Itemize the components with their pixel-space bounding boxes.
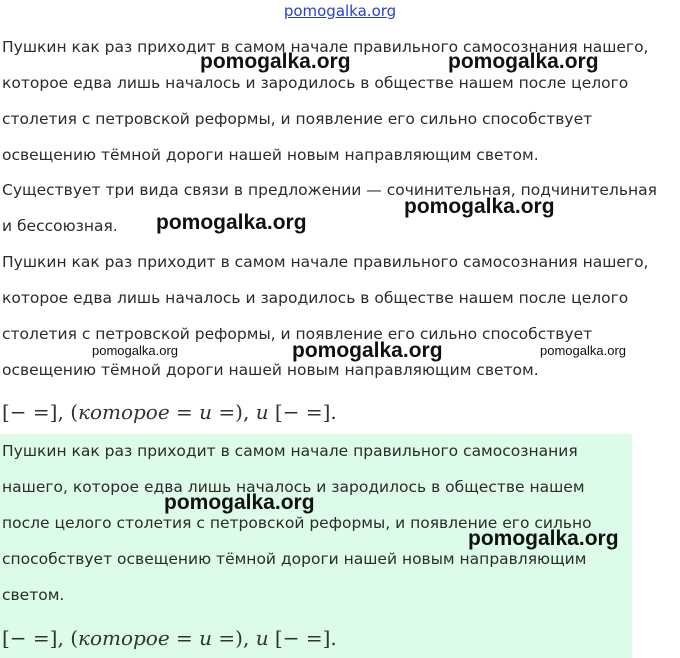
scheme-word: которое: [78, 400, 170, 424]
watermark: pomogalka.org: [292, 339, 443, 362]
paragraph-line: светом.: [2, 586, 65, 604]
paragraph-line: Существует три вида связи в предложении — сочинительная, подчинительная: [2, 181, 657, 199]
scheme-part: [− =], (: [2, 626, 78, 650]
scheme-part: [− =].: [268, 626, 337, 650]
paragraph-2: [2, 172, 678, 244]
scheme-part: =),: [212, 626, 256, 650]
scheme-part: =: [169, 400, 200, 424]
paragraph-line: Пушкин как раз приходит в самом начале правильного самосознания нашего,: [2, 253, 649, 271]
scheme-conj: и: [255, 626, 269, 650]
scheme-word: которое: [78, 626, 170, 650]
paragraph-line: столетия с петровской реформы, и появление его сильно способствует: [2, 325, 593, 343]
paragraph-line: Пушкин как раз приходит в самом начале правильного самосознания: [2, 442, 578, 460]
site-link[interactable]: pomogalka.org: [283, 2, 397, 20]
paragraph-line: способствует освещению тёмной дороги нашей новым направляющим: [2, 550, 587, 568]
paragraph-line: освещению тёмной дороги нашей новым направляющим светом.: [2, 361, 539, 379]
paragraph-line: после целого столетия с петровской реформы, и появление его сильно: [2, 514, 592, 532]
paragraph-line: которое едва лишь началось и зародилось в обществе нашем после целого: [2, 289, 629, 307]
watermark: pomogalka.org: [540, 343, 626, 358]
paragraph-line: и бессоюзная.: [2, 217, 118, 235]
paragraph-line: которое едва лишь началось и зародилось в обществе нашем после целого: [2, 74, 629, 92]
scheme-part: [− =], (: [2, 400, 78, 424]
paragraph-line: Пушкин как раз приходит в самом начале правильного самосознания нашего,: [2, 38, 649, 56]
watermark: pomogalka.org: [468, 527, 619, 550]
watermark: pomogalka.org: [164, 491, 315, 514]
watermark: pomogalka.org: [404, 195, 555, 218]
sentence-scheme-2: [2, 626, 337, 650]
scheme-part: [− =].: [268, 400, 337, 424]
scheme-part: =),: [212, 400, 256, 424]
watermark: pomogalka.org: [448, 50, 599, 73]
watermark: pomogalka.org: [200, 50, 351, 73]
paragraph-line: нашего, которое едва лишь началось и зародилось в обществе нашем: [2, 478, 585, 496]
paragraph-line: столетия с петровской реформы, и появление его сильно способствует: [2, 110, 593, 128]
scheme-conj: и: [255, 400, 269, 424]
scheme-u: и: [199, 400, 213, 424]
scheme-u: и: [199, 626, 213, 650]
scheme-part: =: [169, 626, 200, 650]
highlighted-paragraph: [2, 433, 630, 613]
watermark: pomogalka.org: [156, 211, 307, 234]
paragraph-3: [2, 244, 678, 388]
paragraph-line: освещению тёмной дороги нашей новым направляющим светом.: [2, 146, 539, 164]
sentence-scheme-1: [2, 400, 337, 424]
watermark: pomogalka.org: [92, 343, 178, 358]
